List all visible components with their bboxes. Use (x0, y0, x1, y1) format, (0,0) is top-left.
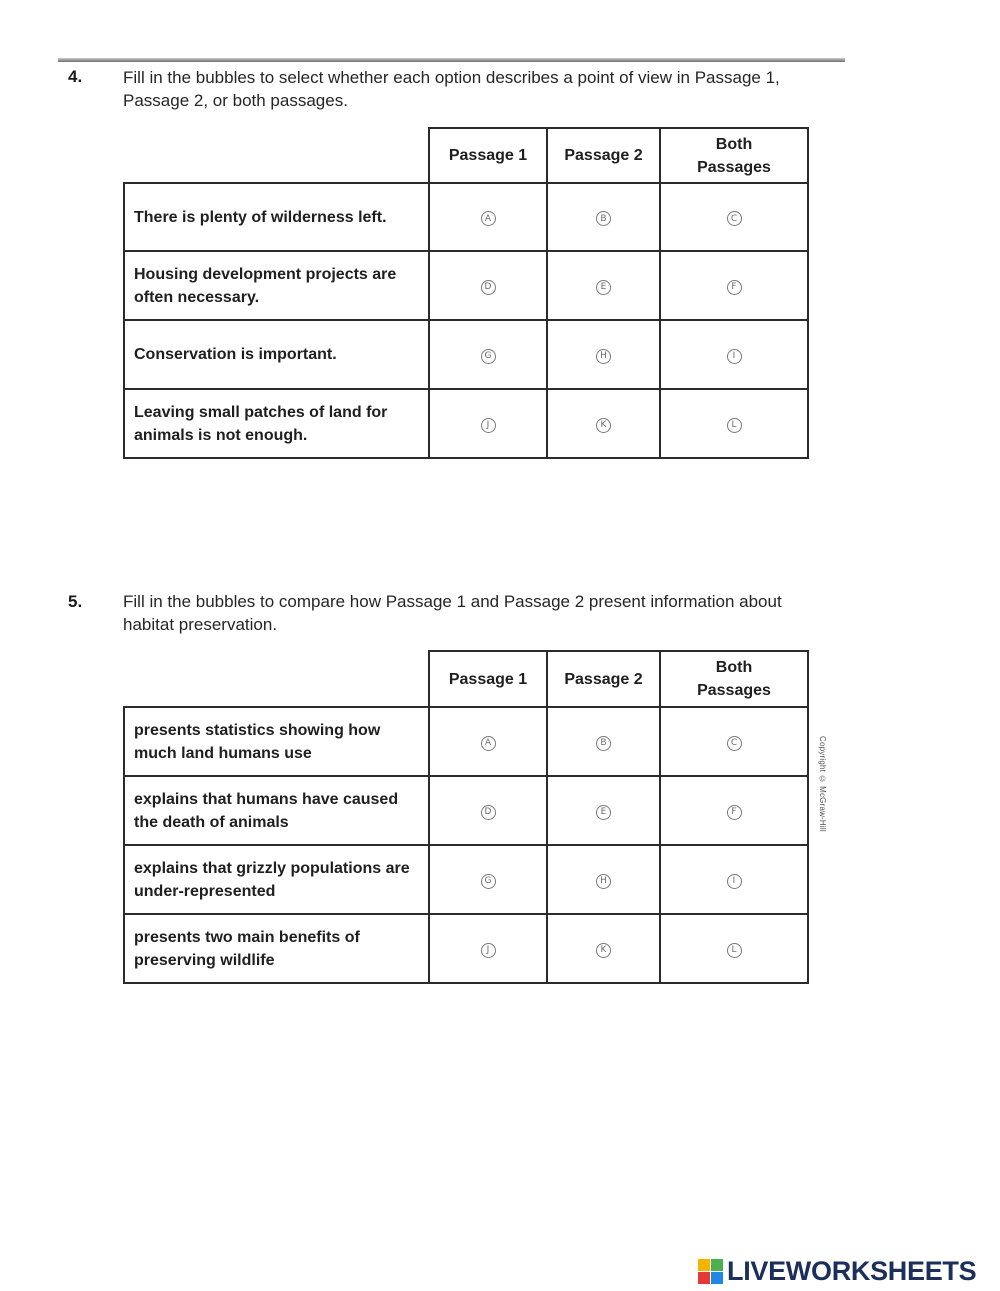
row-statement: presents two main benefits of preserving wildlife (124, 914, 429, 983)
table-row (124, 183, 808, 251)
row-statement: Housing development projects are often necessary. (124, 251, 429, 320)
answer-bubble[interactable]: K (596, 418, 611, 433)
logo-tile (711, 1272, 723, 1284)
question-4-number: 4. (68, 67, 83, 86)
logo-tile (698, 1272, 710, 1284)
question-4-table (123, 127, 809, 459)
table-row (124, 707, 808, 776)
answer-bubble[interactable]: F (727, 280, 742, 295)
question-4-prompt: Fill in the bubbles to select whether each option describes a point of view in Passage 1, Passage 2, or both passages. (123, 68, 780, 110)
answer-bubble[interactable]: L (727, 418, 742, 433)
answer-bubble[interactable]: I (727, 874, 742, 889)
row-statement: explains that grizzly populations are under-represented (124, 845, 429, 914)
header-both-passages: Both Passages (660, 651, 808, 707)
question-5-table (123, 650, 809, 984)
row-statement: presents statistics showing how much land humans use (124, 707, 429, 776)
answer-bubble[interactable]: E (596, 280, 611, 295)
answer-bubble[interactable]: J (481, 943, 496, 958)
row-statement: explains that humans have caused the death of animals (124, 776, 429, 845)
header-passage-2: Passage 2 (547, 651, 660, 707)
answer-bubble[interactable]: D (481, 805, 496, 820)
top-rule (58, 58, 845, 62)
copyright-notice: Copyright © McGraw-Hill (818, 736, 827, 832)
answer-bubble[interactable]: H (596, 874, 611, 889)
logo-tile (711, 1259, 723, 1271)
logo-tile (698, 1259, 710, 1271)
header-passage-2: Passage 2 (547, 128, 660, 183)
table-row (124, 251, 808, 320)
table-row (124, 845, 808, 914)
answer-bubble[interactable]: L (727, 943, 742, 958)
answer-bubble[interactable]: C (727, 211, 742, 226)
row-statement: Leaving small patches of land for animals is not enough. (124, 389, 429, 458)
question-5-number: 5. (68, 592, 83, 611)
header-passage-1: Passage 1 (429, 128, 547, 183)
answer-bubble[interactable]: K (596, 943, 611, 958)
liveworksheets-logo-icon (698, 1259, 723, 1284)
brand-name: LIVEWORKSHEETS (727, 1256, 977, 1286)
row-statement: There is plenty of wilderness left. (124, 183, 429, 251)
table-row (124, 320, 808, 389)
table-row (124, 776, 808, 845)
answer-bubble[interactable]: B (596, 736, 611, 751)
answer-bubble[interactable]: I (727, 349, 742, 364)
answer-bubble[interactable]: E (596, 805, 611, 820)
table-row (124, 914, 808, 983)
answer-bubble[interactable]: B (596, 211, 611, 226)
answer-bubble[interactable]: C (727, 736, 742, 751)
row-statement: Conservation is important. (124, 320, 429, 389)
header-both-passages: Both Passages (660, 128, 808, 183)
answer-bubble[interactable]: F (727, 805, 742, 820)
answer-bubble[interactable]: D (481, 280, 496, 295)
liveworksheets-brand[interactable] (698, 1256, 976, 1287)
answer-bubble[interactable]: A (481, 211, 496, 226)
header-passage-1: Passage 1 (429, 651, 547, 707)
answer-bubble[interactable]: A (481, 736, 496, 751)
answer-bubble[interactable]: G (481, 874, 496, 889)
table-row (124, 389, 808, 458)
question-5-prompt: Fill in the bubbles to compare how Passage 1 and Passage 2 present information about habitat preservation. (123, 592, 782, 634)
answer-bubble[interactable]: H (596, 349, 611, 364)
answer-bubble[interactable]: J (481, 418, 496, 433)
answer-bubble[interactable]: G (481, 349, 496, 364)
